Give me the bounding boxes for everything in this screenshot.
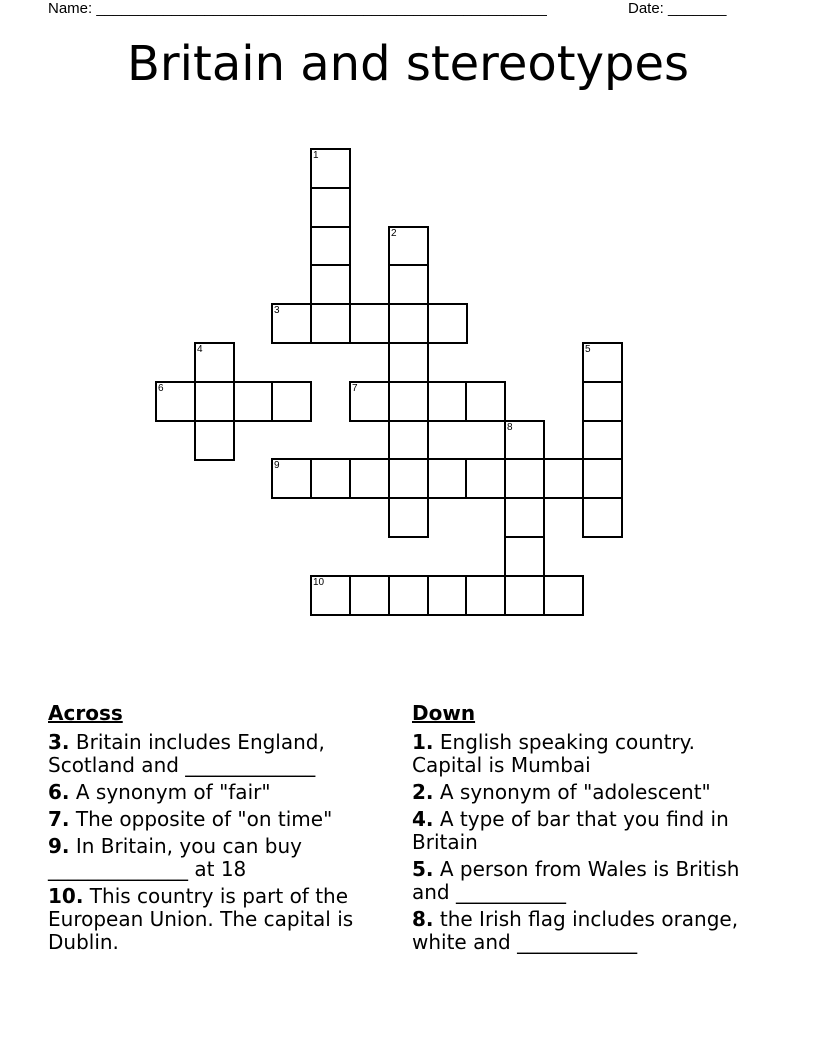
crossword-cell[interactable] <box>543 575 584 616</box>
down-clue <box>412 908 762 954</box>
across-clue <box>48 731 388 777</box>
crossword-cell[interactable] <box>155 381 196 422</box>
clue-text: In Britain, you can buy ______________ at 18 <box>48 834 302 881</box>
clue-number: 1. <box>412 730 434 754</box>
clue-text: English speaking country. Capital is Mumbai <box>412 730 695 777</box>
crossword-cell[interactable] <box>310 264 351 305</box>
clue-text: This country is part of the European Union. The capital is Dublin. <box>48 884 354 954</box>
crossword-cell[interactable] <box>582 420 623 461</box>
crossword-cell[interactable] <box>349 381 390 422</box>
clue-number: 10. <box>48 884 84 908</box>
cell-number: 10 <box>313 577 325 588</box>
date-field-label: Date: _______ <box>628 0 727 17</box>
across-clue-list <box>48 731 388 954</box>
clue-text: A synonym of "adolescent" <box>439 780 711 804</box>
clue-number: 9. <box>48 834 70 858</box>
crossword-cell[interactable] <box>388 342 429 383</box>
crossword-cell[interactable] <box>543 458 584 499</box>
crossword-cell[interactable] <box>194 342 235 383</box>
clue-text: A type of bar that you find in Britain <box>412 807 729 854</box>
crossword-cell[interactable] <box>388 381 429 422</box>
clue-text: A synonym of "fair" <box>75 780 271 804</box>
crossword-cell[interactable] <box>504 536 545 577</box>
crossword-cell[interactable] <box>582 342 623 383</box>
down-clue <box>412 731 762 777</box>
crossword-cell[interactable] <box>388 497 429 538</box>
across-clue <box>48 835 388 881</box>
crossword-cell[interactable] <box>465 458 506 499</box>
crossword-cell[interactable] <box>427 303 468 344</box>
clue-number: 5. <box>412 857 434 881</box>
cell-number: 2 <box>391 228 397 239</box>
crossword-cell[interactable] <box>310 148 351 189</box>
across-clue <box>48 808 388 831</box>
crossword-cell[interactable] <box>388 264 429 305</box>
crossword-cell[interactable] <box>349 458 390 499</box>
clue-number: 2. <box>412 780 434 804</box>
cell-number: 1 <box>313 150 319 161</box>
crossword-cell[interactable] <box>388 420 429 461</box>
crossword-cell[interactable] <box>233 381 274 422</box>
crossword-cell[interactable] <box>582 381 623 422</box>
down-clue-list <box>412 731 762 954</box>
clue-text: Britain includes England, Scotland and _____________ <box>48 730 325 777</box>
across-clues <box>48 702 388 958</box>
crossword-cell[interactable] <box>388 458 429 499</box>
cell-number: 8 <box>507 422 513 433</box>
crossword-cell[interactable] <box>194 420 235 461</box>
clue-number: 7. <box>48 807 70 831</box>
crossword-cell[interactable] <box>194 381 235 422</box>
clue-text: the Irish flag includes orange, white and ____________ <box>412 907 739 954</box>
down-clue <box>412 781 762 804</box>
crossword-cell[interactable] <box>504 458 545 499</box>
across-clue <box>48 885 388 954</box>
clue-number: 4. <box>412 807 434 831</box>
cell-number: 5 <box>585 344 591 355</box>
cell-number: 6 <box>158 383 164 394</box>
crossword-cell[interactable] <box>310 458 351 499</box>
down-clue <box>412 858 762 904</box>
crossword-cell[interactable] <box>310 187 351 228</box>
clue-text: The opposite of "on time" <box>75 807 333 831</box>
crossword-cell[interactable] <box>465 381 506 422</box>
down-clue <box>412 808 762 854</box>
crossword-cell[interactable] <box>582 497 623 538</box>
cell-number: 3 <box>274 305 280 316</box>
name-field-label: Name: ______________________________________________________ <box>48 0 547 17</box>
down-clues <box>412 702 762 958</box>
crossword-cell[interactable] <box>310 303 351 344</box>
crossword-cell[interactable] <box>349 303 390 344</box>
crossword-cell[interactable] <box>271 458 312 499</box>
crossword-cell[interactable] <box>504 575 545 616</box>
crossword-cell[interactable] <box>310 575 351 616</box>
crossword-cell[interactable] <box>271 303 312 344</box>
crossword-cell[interactable] <box>388 303 429 344</box>
crossword-cell[interactable] <box>427 458 468 499</box>
clue-number: 3. <box>48 730 70 754</box>
crossword-cell[interactable] <box>427 575 468 616</box>
cell-number: 7 <box>352 383 358 394</box>
across-clue <box>48 781 388 804</box>
crossword-cell[interactable] <box>504 420 545 461</box>
crossword-cell[interactable] <box>271 381 312 422</box>
crossword-cell[interactable] <box>465 575 506 616</box>
clue-number: 8. <box>412 907 434 931</box>
clue-text: A person from Wales is British and ___________ <box>412 857 740 904</box>
clue-number: 6. <box>48 780 70 804</box>
crossword-cell[interactable] <box>582 458 623 499</box>
cell-number: 9 <box>274 460 280 471</box>
crossword-cell[interactable] <box>310 226 351 267</box>
down-heading: Down <box>412 701 476 725</box>
crossword-cell[interactable] <box>349 575 390 616</box>
cell-number: 4 <box>197 344 203 355</box>
crossword-cell[interactable] <box>504 497 545 538</box>
crossword-cell[interactable] <box>388 226 429 267</box>
page-title: Britain and stereotypes <box>127 36 689 92</box>
crossword-cell[interactable] <box>388 575 429 616</box>
across-heading: Across <box>48 701 123 725</box>
crossword-cell[interactable] <box>427 381 468 422</box>
